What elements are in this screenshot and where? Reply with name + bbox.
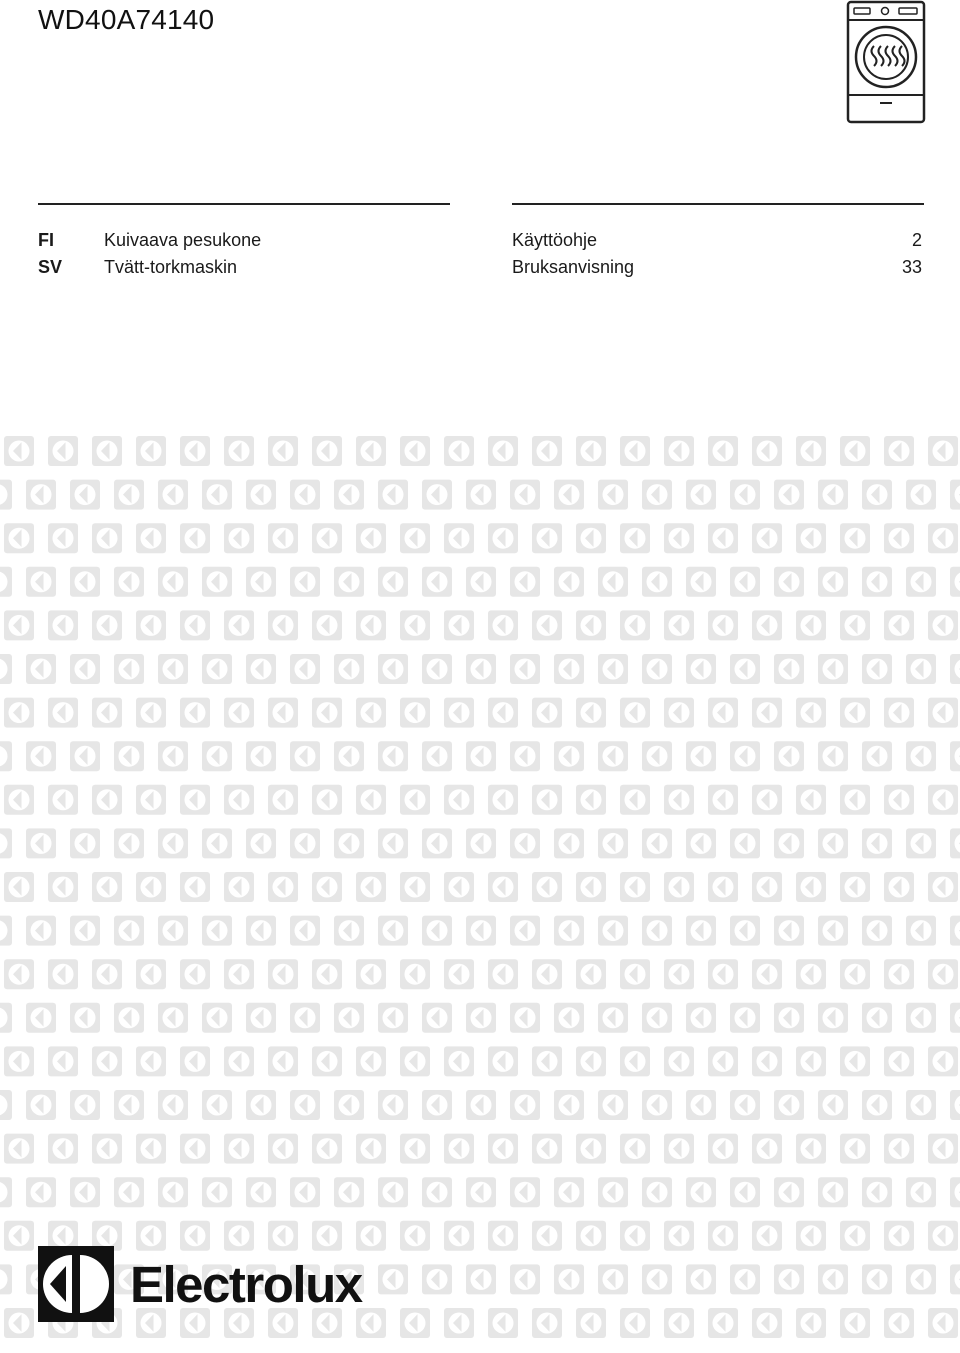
electrolux-logo-pattern [0, 436, 960, 1353]
washer-dryer-icon [846, 0, 926, 124]
language-code: FI [38, 230, 54, 250]
model-number: WD40A74140 [38, 4, 215, 35]
product-name: Tvätt-torkmaskin [104, 257, 238, 277]
divider-right [512, 203, 924, 205]
product-name: Kuivaava pesukone [104, 230, 262, 250]
language-row-sv [0, 257, 960, 283]
brand-logo [38, 1246, 378, 1324]
divider-left [38, 203, 450, 205]
electrolux-logo-icon [38, 1246, 114, 1322]
manual-title: Käyttöohje [512, 230, 598, 250]
page-number: 2 [911, 230, 922, 250]
manual-title: Bruksanvisning [512, 257, 635, 277]
page-number: 33 [901, 257, 922, 277]
language-row-fi [0, 230, 960, 256]
language-code: SV [38, 257, 63, 277]
brand-name: Electrolux [130, 1256, 362, 1313]
